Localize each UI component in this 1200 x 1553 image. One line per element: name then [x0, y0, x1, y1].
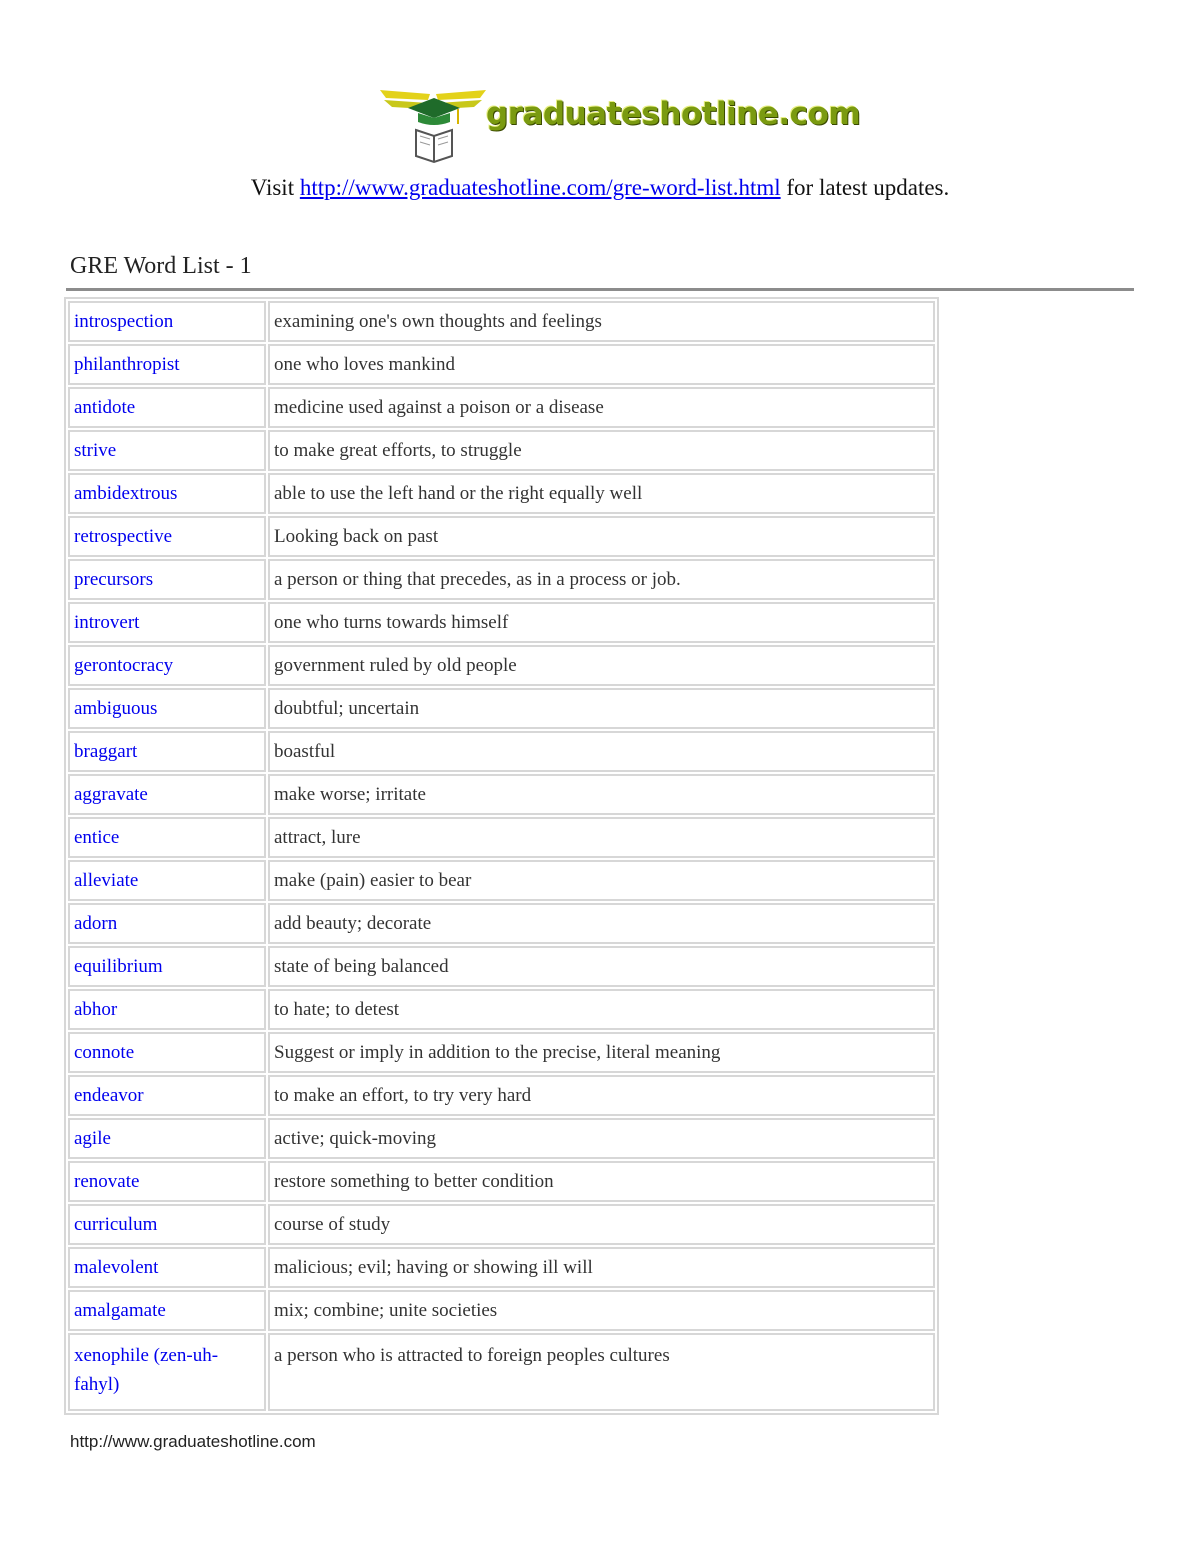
word-definition: make worse; irritate — [268, 774, 935, 815]
page-title: GRE Word List - 1 — [70, 253, 252, 279]
word-term[interactable]: amalgamate — [68, 1290, 266, 1331]
word-term[interactable]: strive — [68, 430, 266, 471]
site-logo[interactable] — [378, 84, 861, 164]
word-definition: one who turns towards himself — [268, 602, 935, 643]
word-definition: doubtful; uncertain — [268, 688, 935, 729]
word-definition: to hate; to detest — [268, 989, 935, 1030]
word-definition: Suggest or imply in addition to the precise, literal meaning — [268, 1032, 935, 1073]
word-definition: a person or thing that precedes, as in a process or job. — [268, 559, 935, 600]
word-definition: attract, lure — [268, 817, 935, 858]
word-definition: one who loves mankind — [268, 344, 935, 385]
word-term[interactable]: retrospective — [68, 516, 266, 557]
word-list-table — [64, 297, 939, 1415]
table-row — [68, 516, 935, 557]
table-row — [68, 602, 935, 643]
word-term[interactable]: aggravate — [68, 774, 266, 815]
word-list-link[interactable]: http://www.graduateshotline.com/gre-word-list.html — [299, 175, 781, 200]
word-term[interactable]: braggart — [68, 731, 266, 772]
footer-url: http://www.graduateshotline.com — [70, 1432, 316, 1451]
table-row — [68, 860, 935, 901]
visit-notice — [0, 175, 1200, 201]
word-definition: add beauty; decorate — [268, 903, 935, 944]
table-row — [68, 430, 935, 471]
word-term[interactable]: philanthropist — [68, 344, 266, 385]
word-definition: medicine used against a poison or a disease — [268, 387, 935, 428]
table-row — [68, 1032, 935, 1073]
visit-prefix: Visit — [250, 175, 300, 200]
word-definition: make (pain) easier to bear — [268, 860, 935, 901]
word-definition: examining one's own thoughts and feelings — [268, 301, 935, 342]
graduation-cap-book-icon — [378, 84, 488, 164]
word-definition: mix; combine; unite societies — [268, 1290, 935, 1331]
table-row — [68, 688, 935, 729]
word-term[interactable]: antidote — [68, 387, 266, 428]
table-row — [68, 946, 935, 987]
word-term[interactable]: ambidextrous — [68, 473, 266, 514]
table-row — [68, 1290, 935, 1331]
word-definition: course of study — [268, 1204, 935, 1245]
table-row — [68, 731, 935, 772]
word-term[interactable]: abhor — [68, 989, 266, 1030]
word-term[interactable]: introspection — [68, 301, 266, 342]
table-row — [68, 989, 935, 1030]
word-definition: a person who is attracted to foreign peoples cultures — [268, 1333, 935, 1411]
table-row — [68, 1161, 935, 1202]
word-definition: able to use the left hand or the right equally well — [268, 473, 935, 514]
word-term[interactable]: precursors — [68, 559, 266, 600]
word-term[interactable]: curriculum — [68, 1204, 266, 1245]
table-row — [68, 774, 935, 815]
table-row — [68, 344, 935, 385]
table-row — [68, 559, 935, 600]
logo-wordmark: graduateshotline.com — [486, 96, 861, 132]
table-row — [68, 1247, 935, 1288]
table-row — [68, 1204, 935, 1245]
visit-suffix: for latest updates. — [780, 175, 950, 200]
table-row — [68, 473, 935, 514]
word-definition: active; quick-moving — [268, 1118, 935, 1159]
table-row — [68, 301, 935, 342]
word-term[interactable]: ambiguous — [68, 688, 266, 729]
table-row — [68, 817, 935, 858]
table-row — [68, 1118, 935, 1159]
word-term[interactable]: entice — [68, 817, 266, 858]
table-row — [68, 1075, 935, 1116]
table-row — [68, 1333, 935, 1411]
word-term[interactable]: introvert — [68, 602, 266, 643]
word-term[interactable]: malevolent — [68, 1247, 266, 1288]
word-term[interactable]: alleviate — [68, 860, 266, 901]
word-term[interactable]: connote — [68, 1032, 266, 1073]
title-divider — [66, 288, 1134, 291]
word-definition: state of being balanced — [268, 946, 935, 987]
word-term[interactable]: agile — [68, 1118, 266, 1159]
table-row — [68, 645, 935, 686]
word-term[interactable]: gerontocracy — [68, 645, 266, 686]
word-definition: Looking back on past — [268, 516, 935, 557]
word-term[interactable]: adorn — [68, 903, 266, 944]
word-definition: boastful — [268, 731, 935, 772]
table-row — [68, 387, 935, 428]
word-definition: to make great efforts, to struggle — [268, 430, 935, 471]
word-definition: restore something to better condition — [268, 1161, 935, 1202]
word-definition: to make an effort, to try very hard — [268, 1075, 935, 1116]
table-row — [68, 903, 935, 944]
word-definition: government ruled by old people — [268, 645, 935, 686]
word-term[interactable]: endeavor — [68, 1075, 266, 1116]
word-term[interactable]: equilibrium — [68, 946, 266, 987]
word-term[interactable]: xenophile (zen-uh-fahyl) — [68, 1333, 266, 1411]
word-definition: malicious; evil; having or showing ill will — [268, 1247, 935, 1288]
word-term[interactable]: renovate — [68, 1161, 266, 1202]
